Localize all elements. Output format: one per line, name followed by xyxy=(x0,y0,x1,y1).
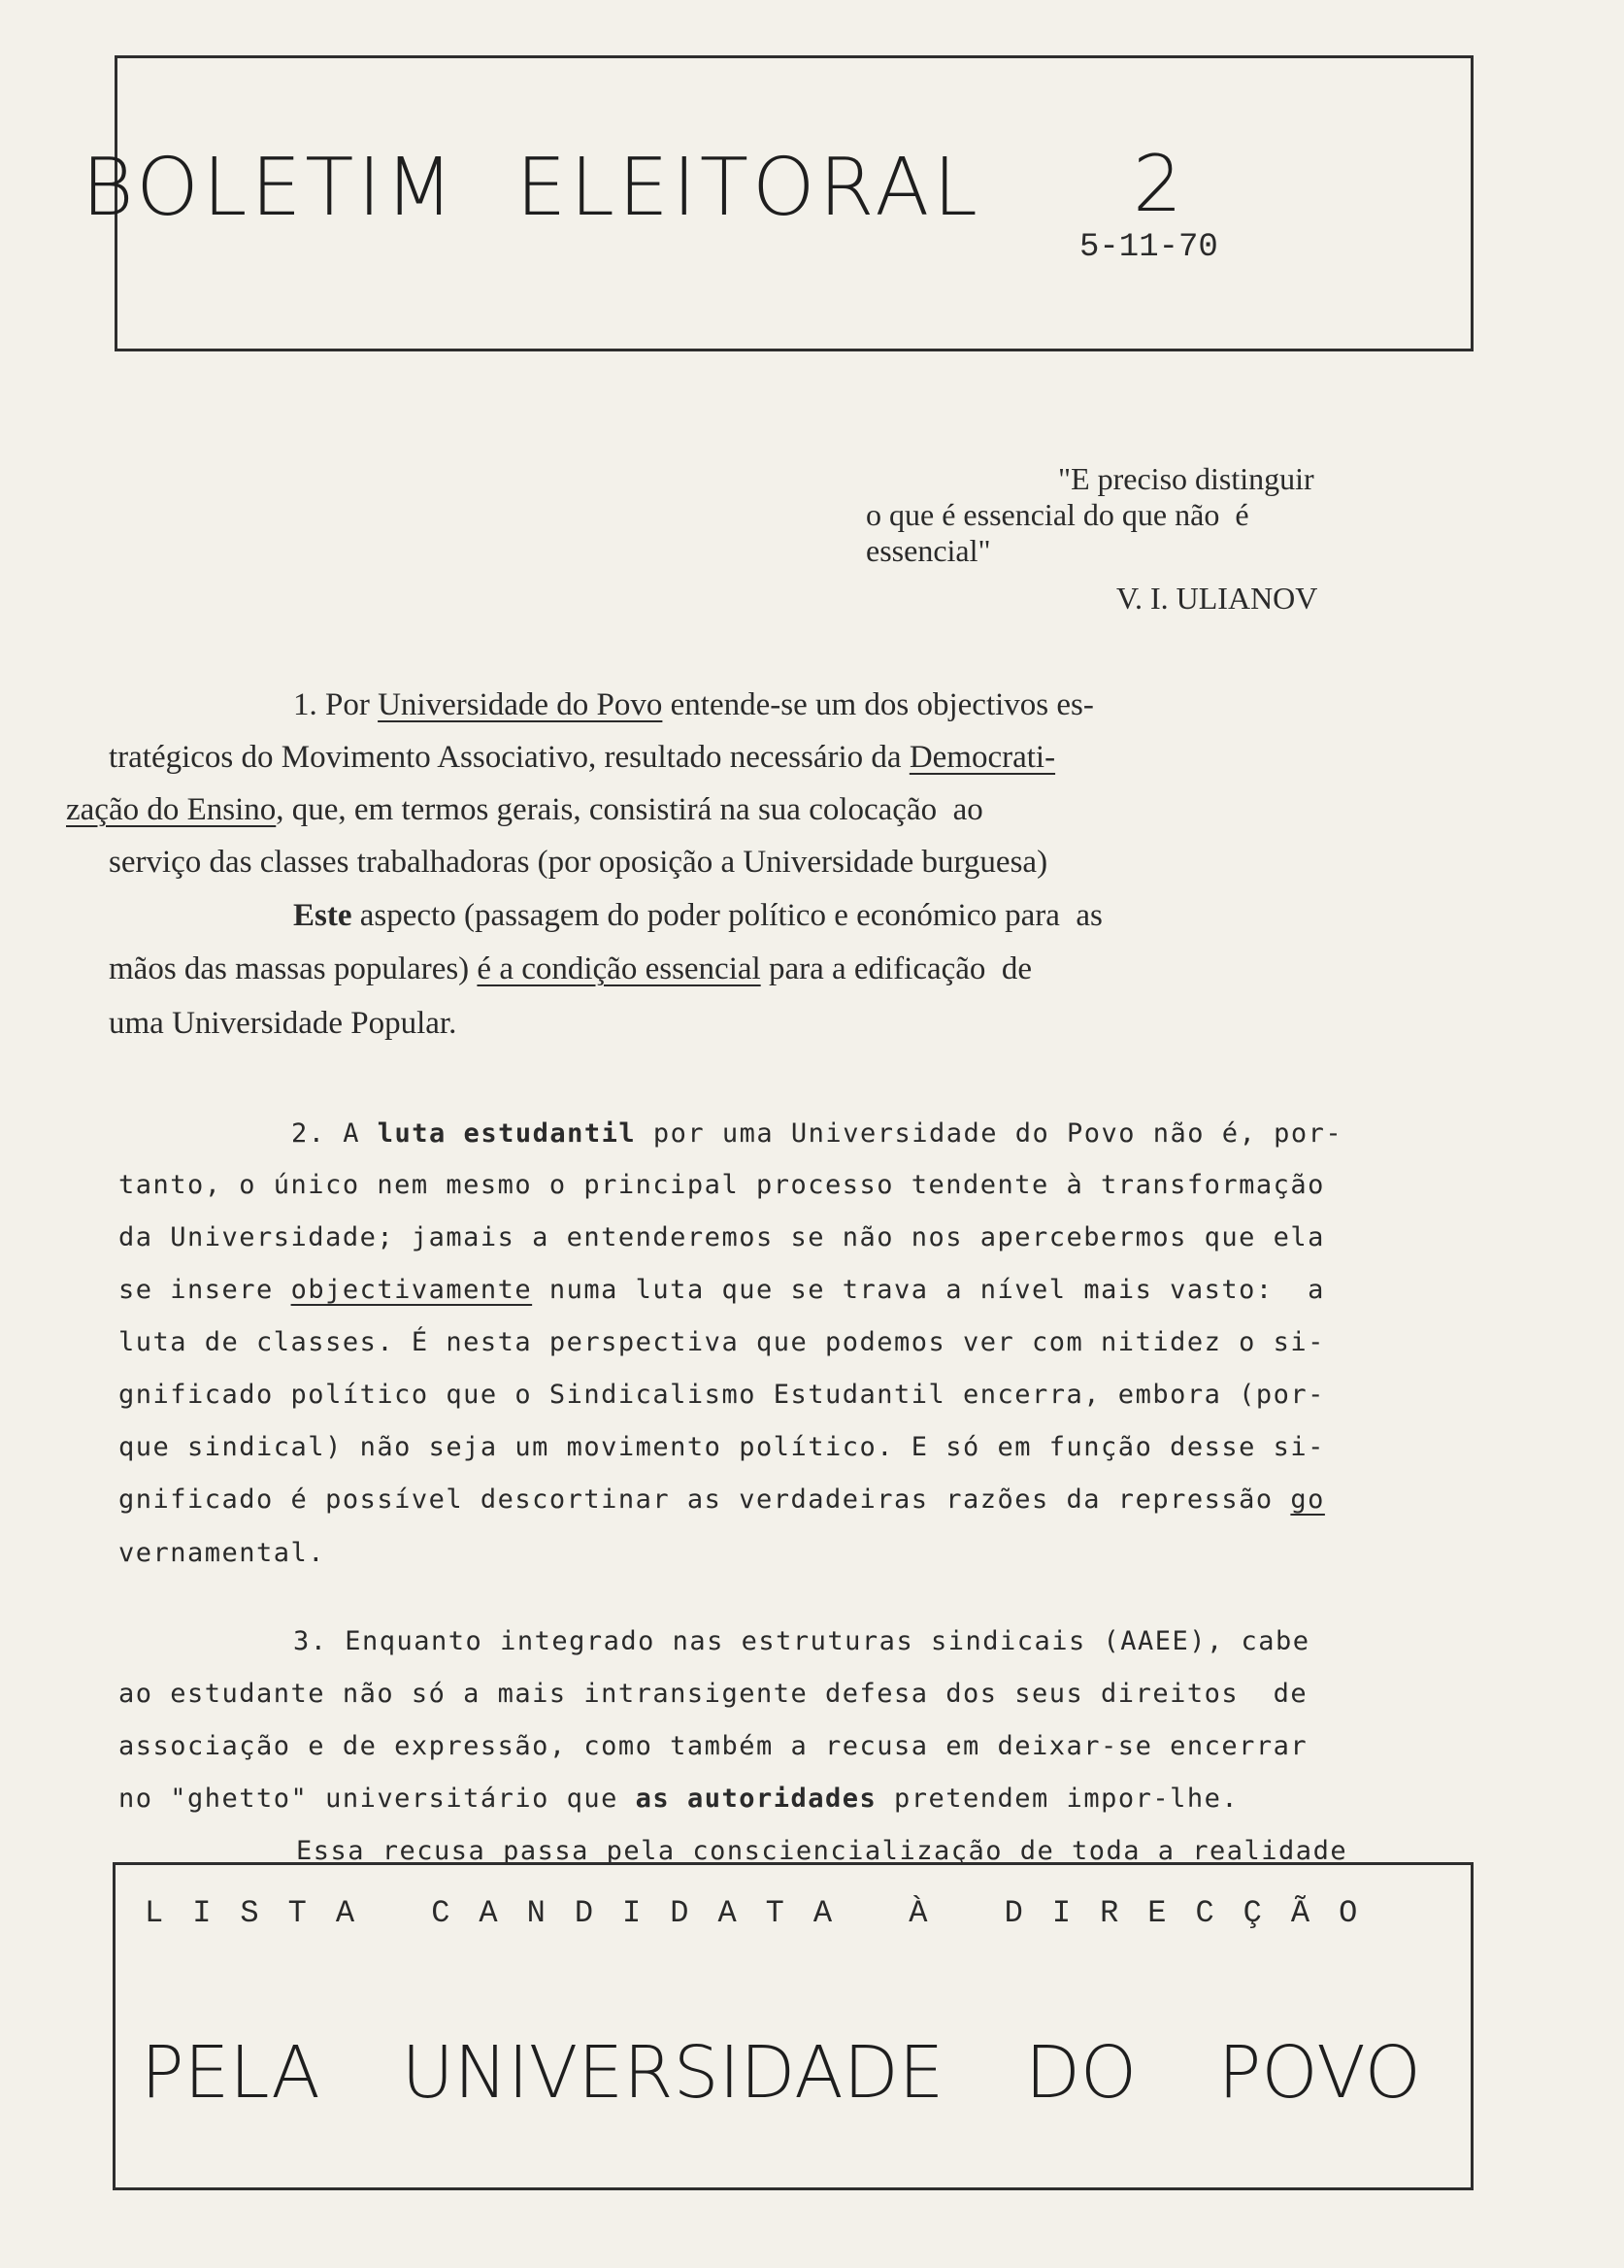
underlined-term: Democrati- xyxy=(909,740,1056,775)
paragraph-3-line-4 xyxy=(118,1275,1325,1305)
text-span: numa luta que se trava a nível mais vasto: a xyxy=(532,1275,1325,1305)
list-title xyxy=(141,2031,1442,2115)
paragraph-1-line-4: serviço das classes trabalhadoras (por oposição a Universidade burguesa) xyxy=(109,845,1048,880)
text-span: 1. Por xyxy=(293,687,379,722)
underlined-term: é a condição essencial xyxy=(477,951,761,986)
paragraph-3-line-6: gnificado político que o Sindicalismo Estudantil encerra, embora (por- xyxy=(118,1380,1325,1410)
quote-line-1: "E preciso distinguir xyxy=(1058,461,1314,496)
paragraph-3-line-1 xyxy=(291,1118,1342,1149)
paragraph-3-line-3: da Universidade; jamais a entenderemos se não nos apercebermos que ela xyxy=(118,1222,1325,1252)
paragraph-3-line-5: luta de classes. É nesta perspectiva que podemos ver com nitidez o si- xyxy=(118,1327,1325,1357)
text-span: mãos das massas populares) xyxy=(109,951,478,986)
text-span: no "ghetto" universitário que xyxy=(118,1784,636,1814)
bold-term: luta estudantil xyxy=(377,1118,637,1149)
text-span: para a edificação de xyxy=(760,951,1033,986)
underlined-term: Universidade do Povo xyxy=(378,687,663,722)
paragraph-3-line-7: que sindical) não seja um movimento político. E só em função desse si- xyxy=(118,1432,1325,1462)
text-span: aspecto (passagem do poder político e económico para as xyxy=(351,898,1103,933)
quote-line-2: o que é essencial do que não é xyxy=(866,497,1249,532)
text-span: gnificado é possível descortinar as verdadeiras razões da repressão xyxy=(118,1484,1291,1515)
text-span: se insere xyxy=(118,1275,291,1305)
quote-author: V. I. ULIANOV xyxy=(1116,581,1318,616)
list-subtitle: LISTA CANDIDATA À DIRECÇÃO xyxy=(145,1895,1387,1931)
paragraph-4-line-5: Essa recusa passa pela consciencialização de toda a realidade xyxy=(296,1836,1348,1866)
paragraph-4-line-3: associação e de expressão, como também a recusa em deixar-se encerrar xyxy=(118,1731,1309,1761)
text-span: por uma Universidade do Povo não é, por- xyxy=(636,1118,1343,1149)
bulletin-title: BOLETIM ELEITORAL xyxy=(82,142,981,234)
paragraph-4-line-2: ao estudante não só a mais intransigente defesa dos seus direitos de xyxy=(118,1679,1309,1709)
paragraph-2-line-1 xyxy=(293,898,1103,934)
bulletin-date: 5-11-70 xyxy=(1079,229,1218,266)
paragraph-1-line-2 xyxy=(109,740,1055,776)
text-span: pretendem impor-lhe. xyxy=(877,1784,1240,1814)
bold-term: as autoridades xyxy=(635,1784,878,1814)
list-title-text: PELA UNIVERSIDADE DO POVO xyxy=(141,2031,1421,2115)
text-span: entende-se um dos objectivos es- xyxy=(662,687,1094,722)
underlined-term: objectivamente xyxy=(290,1275,533,1305)
paragraph-4-line-1: 3. Enquanto integrado nas estruturas sindicais (AAEE), cabe xyxy=(293,1626,1310,1656)
text-span: 2. A xyxy=(291,1118,378,1149)
bold-term: Este xyxy=(293,898,352,933)
bulletin-number: 2 xyxy=(1133,139,1182,229)
paragraph-4-line-4 xyxy=(118,1784,1239,1814)
paragraph-2-line-2 xyxy=(109,951,1032,987)
paragraph-3-line-2: tanto, o único nem mesmo o principal processo tendente à transformação xyxy=(118,1170,1325,1200)
underlined-term: zação do Ensino xyxy=(66,792,277,827)
quote-line-3: essencial" xyxy=(866,533,991,568)
paragraph-3-line-9: vernamental. xyxy=(118,1538,326,1568)
paragraph-1-line-1 xyxy=(293,687,1094,723)
text-span: tratégicos do Movimento Associativo, resultado necessário da xyxy=(109,740,910,775)
text-span: , que, em termos gerais, consistirá na sua colocação ao xyxy=(276,792,983,827)
underlined-term: go xyxy=(1290,1484,1325,1515)
paragraph-3-line-8 xyxy=(118,1484,1325,1515)
paragraph-2-line-3: uma Universidade Popular. xyxy=(109,1006,457,1041)
paragraph-1-line-3 xyxy=(66,792,983,828)
